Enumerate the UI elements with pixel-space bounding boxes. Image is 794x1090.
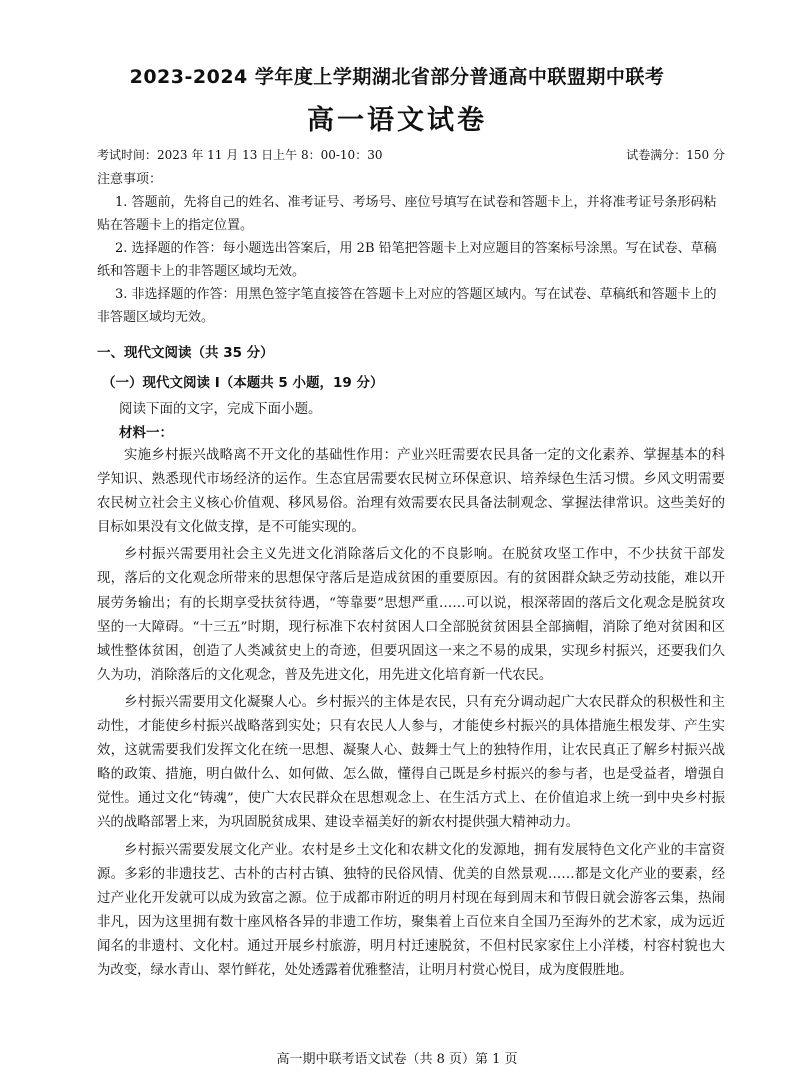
notes-heading: 注意事项： [97,172,163,187]
section-title: 一、现代文阅读（共 35 分） [97,345,274,361]
page-footer: 高一期中联考语文试卷（共 8 页）第 1 页 [276,1052,518,1067]
passage-paragraph: 乡村振兴需要发展文化产业。农村是乡土文化和农耕文化的发源地，拥有发展特色文化产业的丰富资源。多彩的非遗技艺、古朴的古村古镇、独特的民俗风情、优美的自然景观……都是文化产业的要素，经过产业化开发就可以成为致富之源。位于成都市附近的明月村现在每到周末和节假日就会游客云集，热闹非凡，因为这里拥有数十座风格各异的非遗工作坊，聚集着上百位来自全国乃至海外的艺术家，成为远近闻名的非遗村、文化村。通过开展乡村旅游，明月村迁速脱贫，不但村民家家住上小洋楼，村容村貌也大为改变，绿水青山、翠竹鲜花，处处透露着优雅整洁，让明月村赏心悦目，成为度假胜地。 [97,842,725,978]
exam-meta [97,146,725,163]
exam-title: 2023-2024 学年度上学期湖北省部分普通高中联盟期中联考 [129,66,665,88]
notes-block [97,168,725,329]
exam-time: 考试时间：2023 年 11 月 13 日上午 8：00-10：30 [97,148,383,162]
passage-paragraph: 乡村振兴需要用文化凝聚人心。乡村振兴的主体是农民，只有充分调动起广大农民群众的积极性和主动性，才能使乡村振兴战略落到实处；只有农民人人参与，才能使乡村振兴的具体措施生根发芽、产生实效，这就需要我们发挥文化在统一思想、凝聚人心、鼓舞士气上的独特作用，让农民真正了解乡村振兴战略的政策、措施，明白做什么、如何做、怎么做，懂得自己既是乡村振兴的参与者，也是受益者，增强自觉性。通过文化“铸魂”，使广大农民群众在思想观念上、在生活方式上、在价值追求上统一到中央乡村振兴的战略部署上来，为巩固脱贫成果、建设幸福美好的新农村提供强大精神动力。 [97,694,725,831]
note-item: 1. 答题前，先将自己的姓名、准考证号、考场号、座位号填写在试卷和答题卡上，并将准考证号条形码粘贴在答题卡上的指定位置。 [97,195,717,233]
section-subtitle: （一）现代文阅读 I（本题共 5 小题，19 分） [102,375,384,391]
passage-paragraph: 实施乡村振兴战略离不开文化的基础性作用：产业兴旺需要农民具备一定的文化素养、掌握基本的科学知识、熟悉现代市场经济的运作。生态宜居需要农民树立环保意识、培养绿色生活习惯。乡风文明需要农民树立社会主义核心价值观、移风易俗。治理有效需要农民具备法制观念、掌握法律常识。这些美好的目标如果没有文化做支撑，是不可能实现的。 [97,448,725,536]
subject-title: 高一语文试卷 [307,105,487,136]
passage-paragraph: 乡村振兴需要用社会主义先进文化消除落后文化的不良影响。在脱贫攻坚工作中，不少扶贫干部发现，落后的文化观念所带来的思想保守落后是造成贫困的重要原因。有的贫困群众缺乏劳动技能，难以开展劳务输出；有的长期享受扶贫待遇，“等靠要”思想严重……可以说，根深蒂固的落后文化观念是脱贫攻坚的一大障碍。“十三五”时期，现行标准下农村贫困人口全部脱贫贫困县全部摘帽，消除了绝对贫困和区域性整体贫困，创造了人类减贫史上的奇迹，但要巩固这一来之不易的成果，实现乡村振兴，还要我们久久为功，消除落后的文化观念，普及先进文化，用先进文化培育新一代农民。 [97,547,725,683]
material-label: 材料一： [119,425,173,441]
full-score: 试卷满分：150 分 [626,148,725,162]
note-item: 3. 非选择题的作答：用黑色签字笔直接答在答题卡上对应的答题区域内。写在试卷、草稿纸和答题卡上的非答题区域均无效。 [97,287,717,325]
reading-passage [97,444,725,983]
reading-instruction: 阅读下面的文字，完成下面小题。 [119,401,322,417]
note-item: 2. 选择题的作答：每小题选出答案后，用 2B 铅笔把答题卡上对应题目的答案标号涂黑。写在试卷、草稿纸和答题卡上的非答题区域均无效。 [97,241,717,279]
